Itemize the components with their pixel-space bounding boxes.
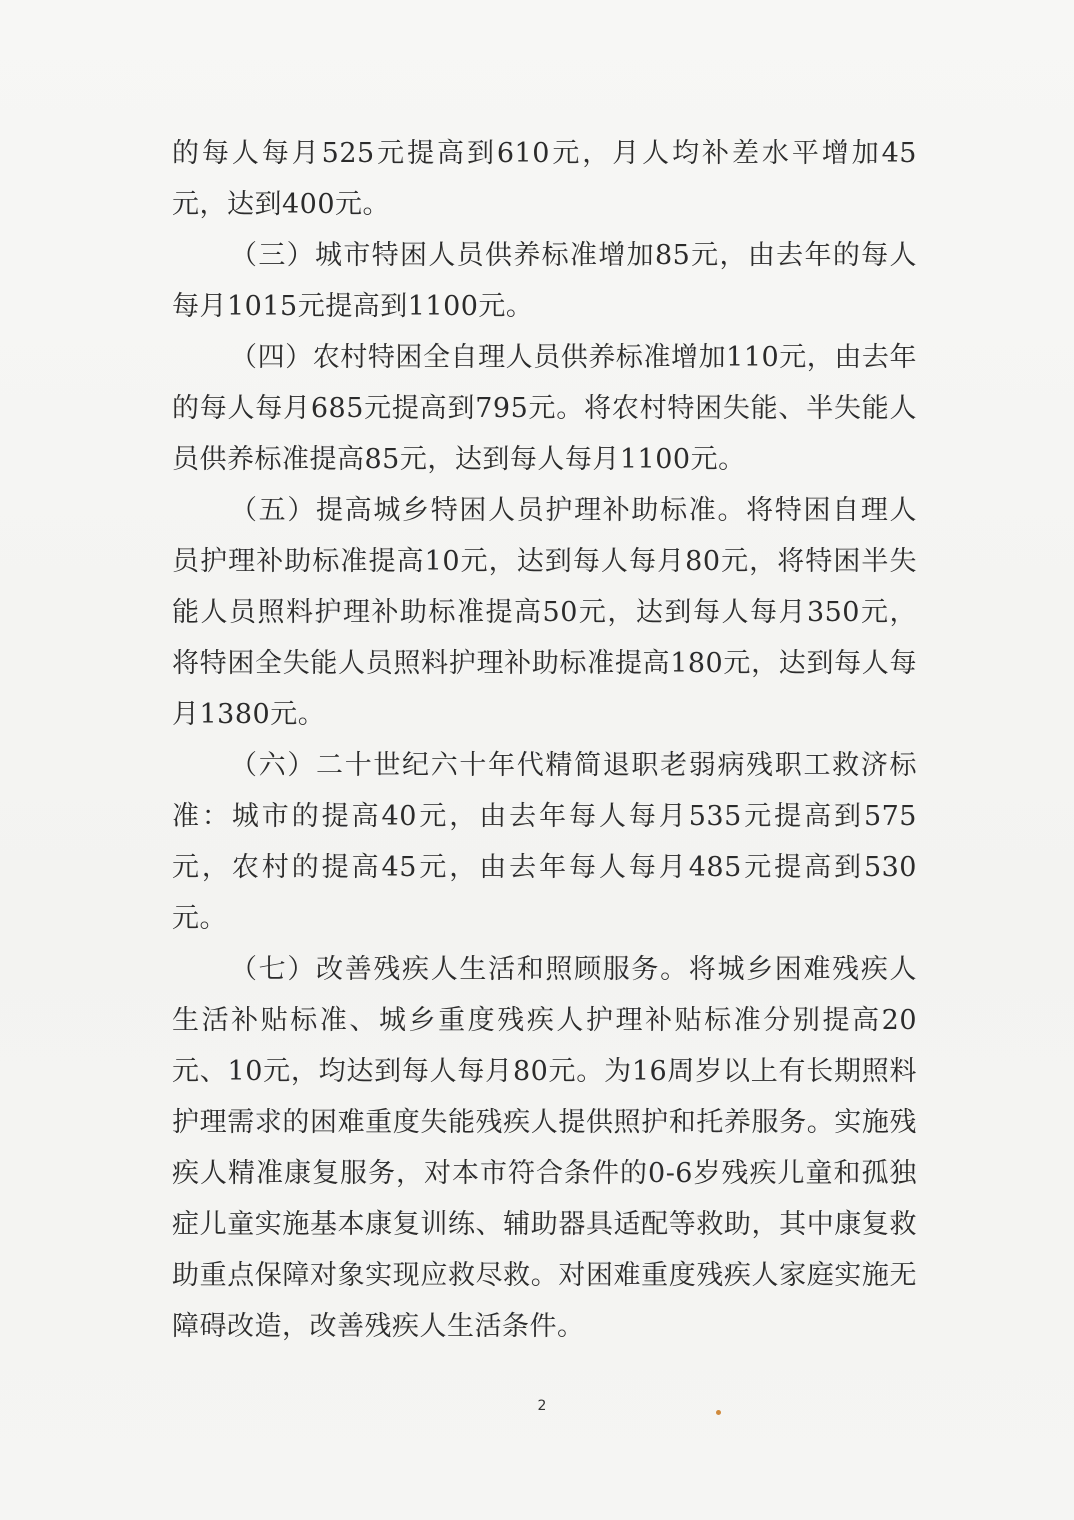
- paragraph-4: （五）提高城乡特困人员护理补助标准。将特困自理人员护理补助标准提高10元，达到每人每月80元，将特困半失能人员照料护理补助标准提高50元，达到每人每月350元，将特困全失能人员照料护理补助标准提高180元，达到每人每月1380元。: [172, 495, 917, 730]
- paragraph-3: （四）农村特困全自理人员供养标准增加110元，由去年的每人每月685元提高到795元。将农村特困失能、半失能人员供养标准提高85元，达到每人每月1100元。: [172, 342, 917, 475]
- paragraph-6: （七）改善残疾人生活和照顾服务。将城乡困难残疾人生活补贴标准、城乡重度残疾人护理补贴标准分别提高20元、10元，均达到每人每月80元。为16周岁以上有长期照料护理需求的困难重度失能残疾人提供照护和托养服务。实施残疾人精准康复服务，对本市符合条件的0-6岁残疾儿童和孤独症儿童实施基本康复训练、辅助器具适配等救助，其中康复救助重点保障对象实现应救尽救。对困难重度残疾人家庭实施无障碍改造，改善残疾人生活条件。: [172, 954, 917, 1342]
- body-text: [172, 128, 917, 1352]
- paragraph-2: （三）城市特困人员供养标准增加85元，由去年的每人每月1015元提高到1100元。: [172, 240, 917, 322]
- paragraph-1: 的每人每月525元提高到610元，月人均补差水平增加45元，达到400元。: [172, 138, 917, 220]
- ink-speck: [716, 1410, 721, 1415]
- page-number: 2: [537, 1398, 547, 1414]
- paragraph-5: （六）二十世纪六十年代精简退职老弱病残职工救济标准：城市的提高40元，由去年每人每月535元提高到575元，农村的提高45元，由去年每人每月485元提高到530元。: [172, 750, 917, 934]
